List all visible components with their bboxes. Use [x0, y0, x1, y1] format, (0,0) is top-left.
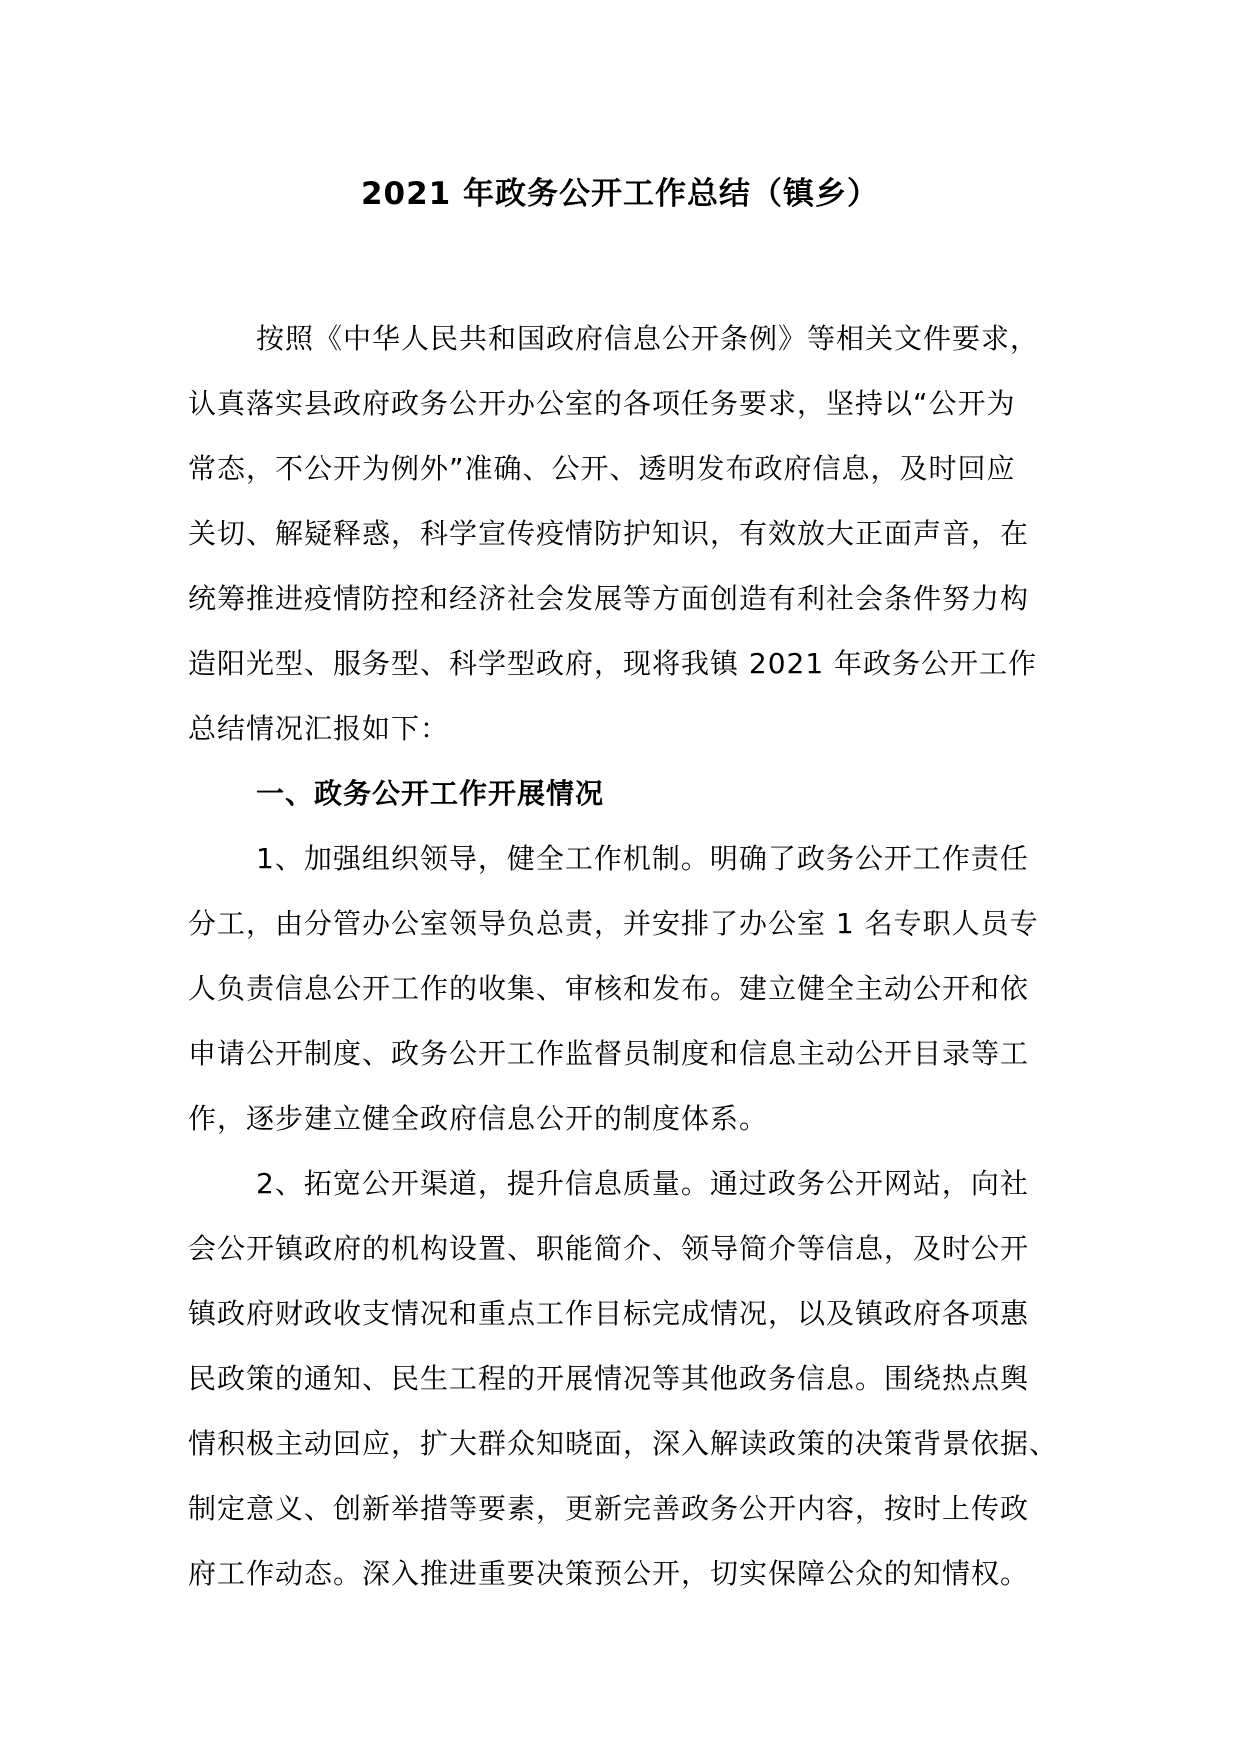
paragraph-line: 认真落实县政府政务公开办公室的各项任务要求，坚持以“公开为 [188, 387, 1016, 420]
paragraph-line: 1、加强组织领导，健全工作机制。明确了政务公开工作责任 [256, 842, 1029, 875]
paragraph-line: 府工作动态。深入推进重要决策预公开，切实保障公众的知情权。 [188, 1557, 1030, 1590]
paragraph-line: 情积极主动回应，扩大群众知晓面，深入解读政策的决策背景依据、 [188, 1427, 1059, 1460]
paragraph-line: 总结情况汇报如下： [188, 712, 450, 745]
paragraph-line: 会公开镇政府的机构设置、职能简介、领导简介等信息，及时公开 [188, 1232, 1030, 1265]
paragraph-line: 造阳光型、服务型、科学型政府，现将我镇 2021 年政务公开工作 [188, 647, 1038, 680]
document-body [188, 306, 1068, 1606]
paragraph-line: 镇政府财政收支情况和重点工作目标完成情况，以及镇政府各项惠 [188, 1297, 1030, 1330]
paragraph-line: 统筹推进疫情防控和经济社会发展等方面创造有利社会条件努力构 [188, 582, 1030, 615]
paragraph-line: 人负责信息公开工作的收集、审核和发布。建立健全主动公开和依 [188, 972, 1030, 1005]
paragraph-line: 民政策的通知、民生工程的开展情况等其他政务信息。围绕热点舆 [188, 1362, 1030, 1395]
paragraph-line: 按照《中华人民共和国政府信息公开条例》等相关文件要求， [256, 322, 1040, 355]
paragraph-line: 申请公开制度、政务公开工作监督员制度和信息主动公开目录等工 [188, 1037, 1030, 1070]
paragraph-line: 常态，不公开为例外”准确、公开、透明发布政府信息，及时回应 [188, 452, 1016, 485]
paragraph-line: 关切、解疑释惑，科学宣传疫情防护知识，有效放大正面声音，在 [188, 517, 1030, 550]
document-title: 2021 年政务公开工作总结（镇乡） [360, 176, 880, 212]
paragraph-line: 分工，由分管办公室领导负总责，并安排了办公室 1 名专职人员专 [188, 907, 1039, 940]
paragraph-line: 作，逐步建立健全政府信息公开的制度体系。 [188, 1102, 769, 1135]
section-heading: 一、政务公开工作开展情况 [256, 777, 605, 810]
paragraph-line: 2、拓宽公开渠道，提升信息质量。通过政务公开网站，向社 [256, 1167, 1029, 1200]
paragraph-line: 制定意义、创新举措等要素，更新完善政务公开内容，按时上传政 [188, 1492, 1030, 1525]
